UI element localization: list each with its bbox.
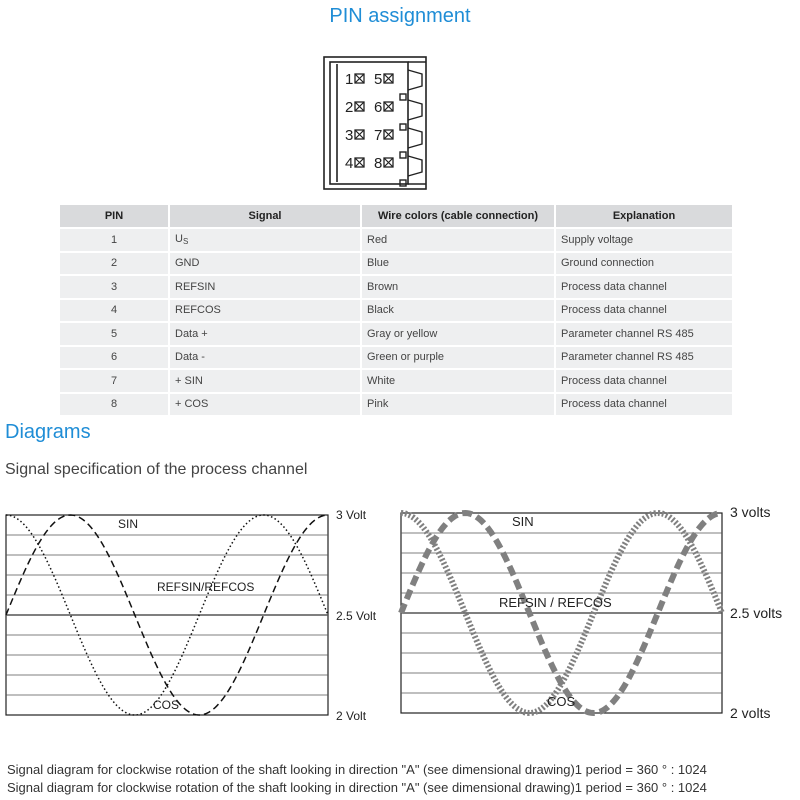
connector-pin-number: 2 <box>345 99 354 116</box>
pin-cell: 1 <box>60 228 169 252</box>
connector-notch <box>400 94 406 100</box>
table-row <box>60 299 732 323</box>
explanation-cell: Parameter channel RS 485 <box>555 322 732 346</box>
connector-latch <box>408 156 422 176</box>
table-row <box>60 228 732 252</box>
table-header-row <box>60 205 732 228</box>
table-row <box>60 275 732 299</box>
connector-pin-number: 1 <box>345 71 354 88</box>
connector-pin-contact-mark <box>384 102 393 111</box>
signal-name: + COS <box>175 398 209 411</box>
signal-cell <box>169 299 361 323</box>
connector-notch <box>400 180 406 186</box>
connector-pin-number: 7 <box>374 127 383 144</box>
connector-latch <box>408 70 422 90</box>
signal-cell <box>169 252 361 276</box>
signal-cell <box>169 322 361 346</box>
voltage-label-top: 3 Volt <box>336 508 367 522</box>
connector-pin-number: 8 <box>374 155 383 172</box>
connector-latch <box>408 128 422 148</box>
explanation-cell: Process data channel <box>555 393 732 417</box>
explanation-cell: Process data channel <box>555 275 732 299</box>
table-row <box>60 393 732 417</box>
signal-name: GND <box>175 257 200 270</box>
signal-cell <box>169 228 361 252</box>
signal-name: Data - <box>175 351 205 364</box>
annotation-cos: COS <box>547 694 576 709</box>
annotation-sin: SIN <box>118 517 139 531</box>
connector-latch <box>408 100 422 120</box>
signal-name: Data + <box>175 327 208 340</box>
signal-diagrams <box>0 500 800 730</box>
header-signal: Signal <box>169 205 361 228</box>
connector-pin-contact-mark <box>384 158 393 167</box>
voltage-label-mid: 2.5 volts <box>730 605 783 621</box>
connector-pin-labels <box>345 71 393 172</box>
wire-color-cell: Pink <box>361 393 555 417</box>
diagram-subtitle: Signal specification of the process channel <box>5 461 308 478</box>
signal-name: REFSIN <box>175 280 216 293</box>
connector-pin-contact-mark <box>384 74 393 83</box>
pin-cell: 3 <box>60 275 169 299</box>
table-row <box>60 252 732 276</box>
pin-assignment-table <box>60 205 732 417</box>
explanation-cell: Process data channel <box>555 299 732 323</box>
wire-color-cell: Gray or yellow <box>361 322 555 346</box>
signal-subscript: S <box>182 237 189 247</box>
connector-notch <box>400 124 406 130</box>
connector-pin-number: 5 <box>374 71 383 88</box>
pin-cell: 2 <box>60 252 169 276</box>
annotation-refsin-refcos: REFSIN / REFCOS <box>499 595 612 610</box>
annotation-sin: SIN <box>512 514 534 529</box>
wire-color-cell: White <box>361 369 555 393</box>
explanation-cell: Parameter channel RS 485 <box>555 346 732 370</box>
signal-name: + SIN <box>175 374 203 387</box>
connector-pin-contact-mark <box>355 158 364 167</box>
connector-pin-number: 4 <box>345 155 354 172</box>
pin-cell: 6 <box>60 346 169 370</box>
voltage-label-bottom: 2 volts <box>730 705 771 721</box>
connector-pin-contact-mark <box>355 130 364 139</box>
explanation-cell: Supply voltage <box>555 228 732 252</box>
explanation-cell: Ground connection <box>555 252 732 276</box>
connector-pin-contact-mark <box>355 102 364 111</box>
connector-pin-number: 3 <box>345 127 354 144</box>
connector-pin-number: 6 <box>374 99 383 116</box>
signal-name: U <box>175 233 183 246</box>
connector-pin-contact-mark <box>355 74 364 83</box>
diagram-caption-2: Signal diagram for clockwise rotation of the shaft looking in direction "A" (see dimensional drawing)1 period = 360 ° : 1024 <box>7 780 707 795</box>
signal-cell <box>169 369 361 393</box>
pin-cell: 4 <box>60 299 169 323</box>
voltage-label-top: 3 volts <box>730 504 771 520</box>
header-wire-colors: Wire colors (cable connection) <box>361 205 555 228</box>
page-title: PIN assignment <box>329 5 471 27</box>
annotation-cos: COS <box>153 698 180 712</box>
wire-color-cell: Blue <box>361 252 555 276</box>
connector-pin-contact-mark <box>384 130 393 139</box>
pin-cell: 5 <box>60 322 169 346</box>
wire-color-cell: Green or purple <box>361 346 555 370</box>
voltage-label-bottom: 2 Volt <box>336 709 367 723</box>
connector-notch <box>400 152 406 158</box>
voltage-label-mid: 2.5 Volt <box>336 609 377 623</box>
signal-diagram-2 <box>401 504 782 721</box>
signal-diagram-1 <box>6 508 377 723</box>
connector-latches <box>400 70 422 186</box>
header-explanation: Explanation <box>555 205 732 228</box>
signal-name: REFCOS <box>175 304 221 317</box>
pin-cell: 7 <box>60 369 169 393</box>
table-row <box>60 322 732 346</box>
table-row <box>60 346 732 370</box>
annotation-refsin-refcos: REFSIN/REFCOS <box>157 580 255 594</box>
header-pin: PIN <box>60 205 169 228</box>
connector-drawing <box>323 56 427 190</box>
signal-cell <box>169 393 361 417</box>
explanation-cell: Process data channel <box>555 369 732 393</box>
pin-cell: 8 <box>60 393 169 417</box>
signal-cell <box>169 275 361 299</box>
wire-color-cell: Red <box>361 228 555 252</box>
wire-color-cell: Black <box>361 299 555 323</box>
diagram-caption-1: Signal diagram for clockwise rotation of the shaft looking in direction "A" (see dimensional drawing)1 period = 360 ° : 1024 <box>7 762 707 777</box>
wire-color-cell: Brown <box>361 275 555 299</box>
table-row <box>60 369 732 393</box>
diagrams-heading: Diagrams <box>5 421 91 443</box>
signal-cell <box>169 346 361 370</box>
